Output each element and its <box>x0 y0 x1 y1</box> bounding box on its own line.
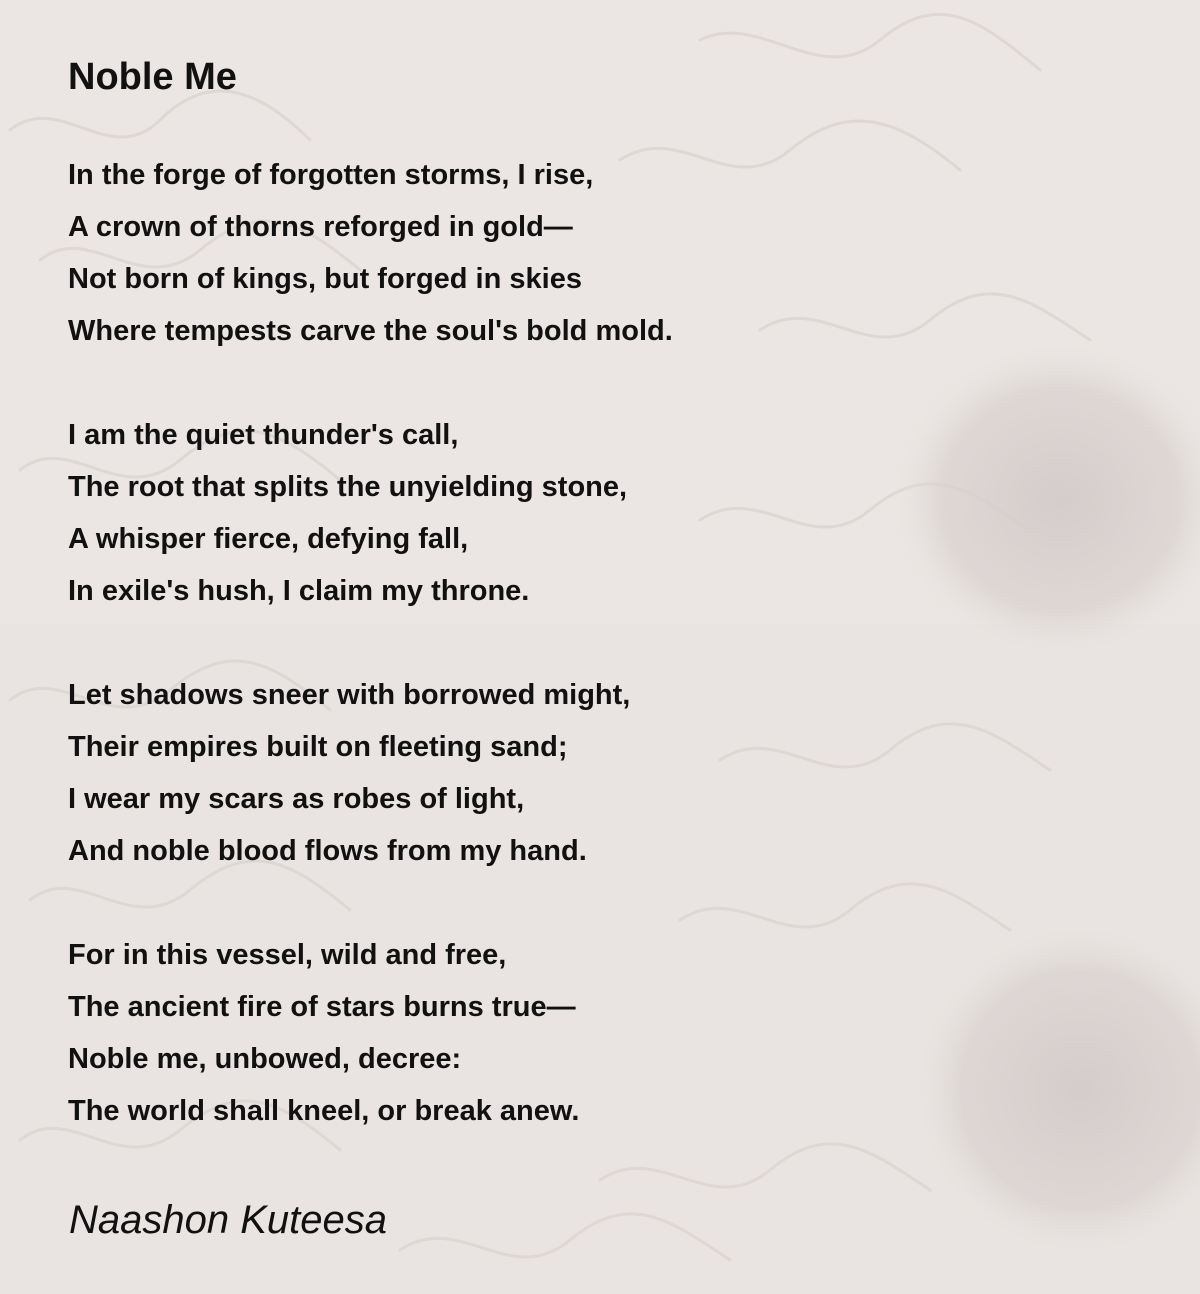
poem-author: Naashon Kuteesa <box>69 1198 388 1242</box>
poem-line: And noble blood flows from my hand. <box>68 835 587 867</box>
stanza-4 <box>68 929 579 1137</box>
poem-line: Let shadows sneer with borrowed might, <box>68 679 631 711</box>
poem-line: In the forge of forgotten storms, I rise, <box>68 159 594 191</box>
poem-line: The ancient fire of stars burns true— <box>68 991 576 1023</box>
poem-line: I wear my scars as robes of light, <box>68 783 525 815</box>
poem-line: The world shall kneel, or break anew. <box>68 1095 580 1127</box>
stanza-1 <box>68 149 673 357</box>
poem-line: The root that splits the unyielding stone, <box>68 471 628 503</box>
poem-line: Not born of kings, but forged in skies <box>68 263 582 295</box>
poem-line: A crown of thorns reforged in gold— <box>68 211 573 243</box>
stanza-3 <box>68 669 630 877</box>
poem-line: I am the quiet thunder's call, <box>68 419 459 451</box>
poem-line: For in this vessel, wild and free, <box>68 939 507 971</box>
stanza-2 <box>68 409 627 617</box>
poem-line: Noble me, unbowed, decree: <box>68 1043 462 1075</box>
poem-line: A whisper fierce, defying fall, <box>68 523 469 555</box>
poem-line: In exile's hush, I claim my throne. <box>68 575 530 607</box>
poem-line: Where tempests carve the soul's bold mold. <box>68 315 673 347</box>
poem-line: Their empires built on fleeting sand; <box>68 731 568 763</box>
poem-title: Noble Me <box>68 56 237 98</box>
